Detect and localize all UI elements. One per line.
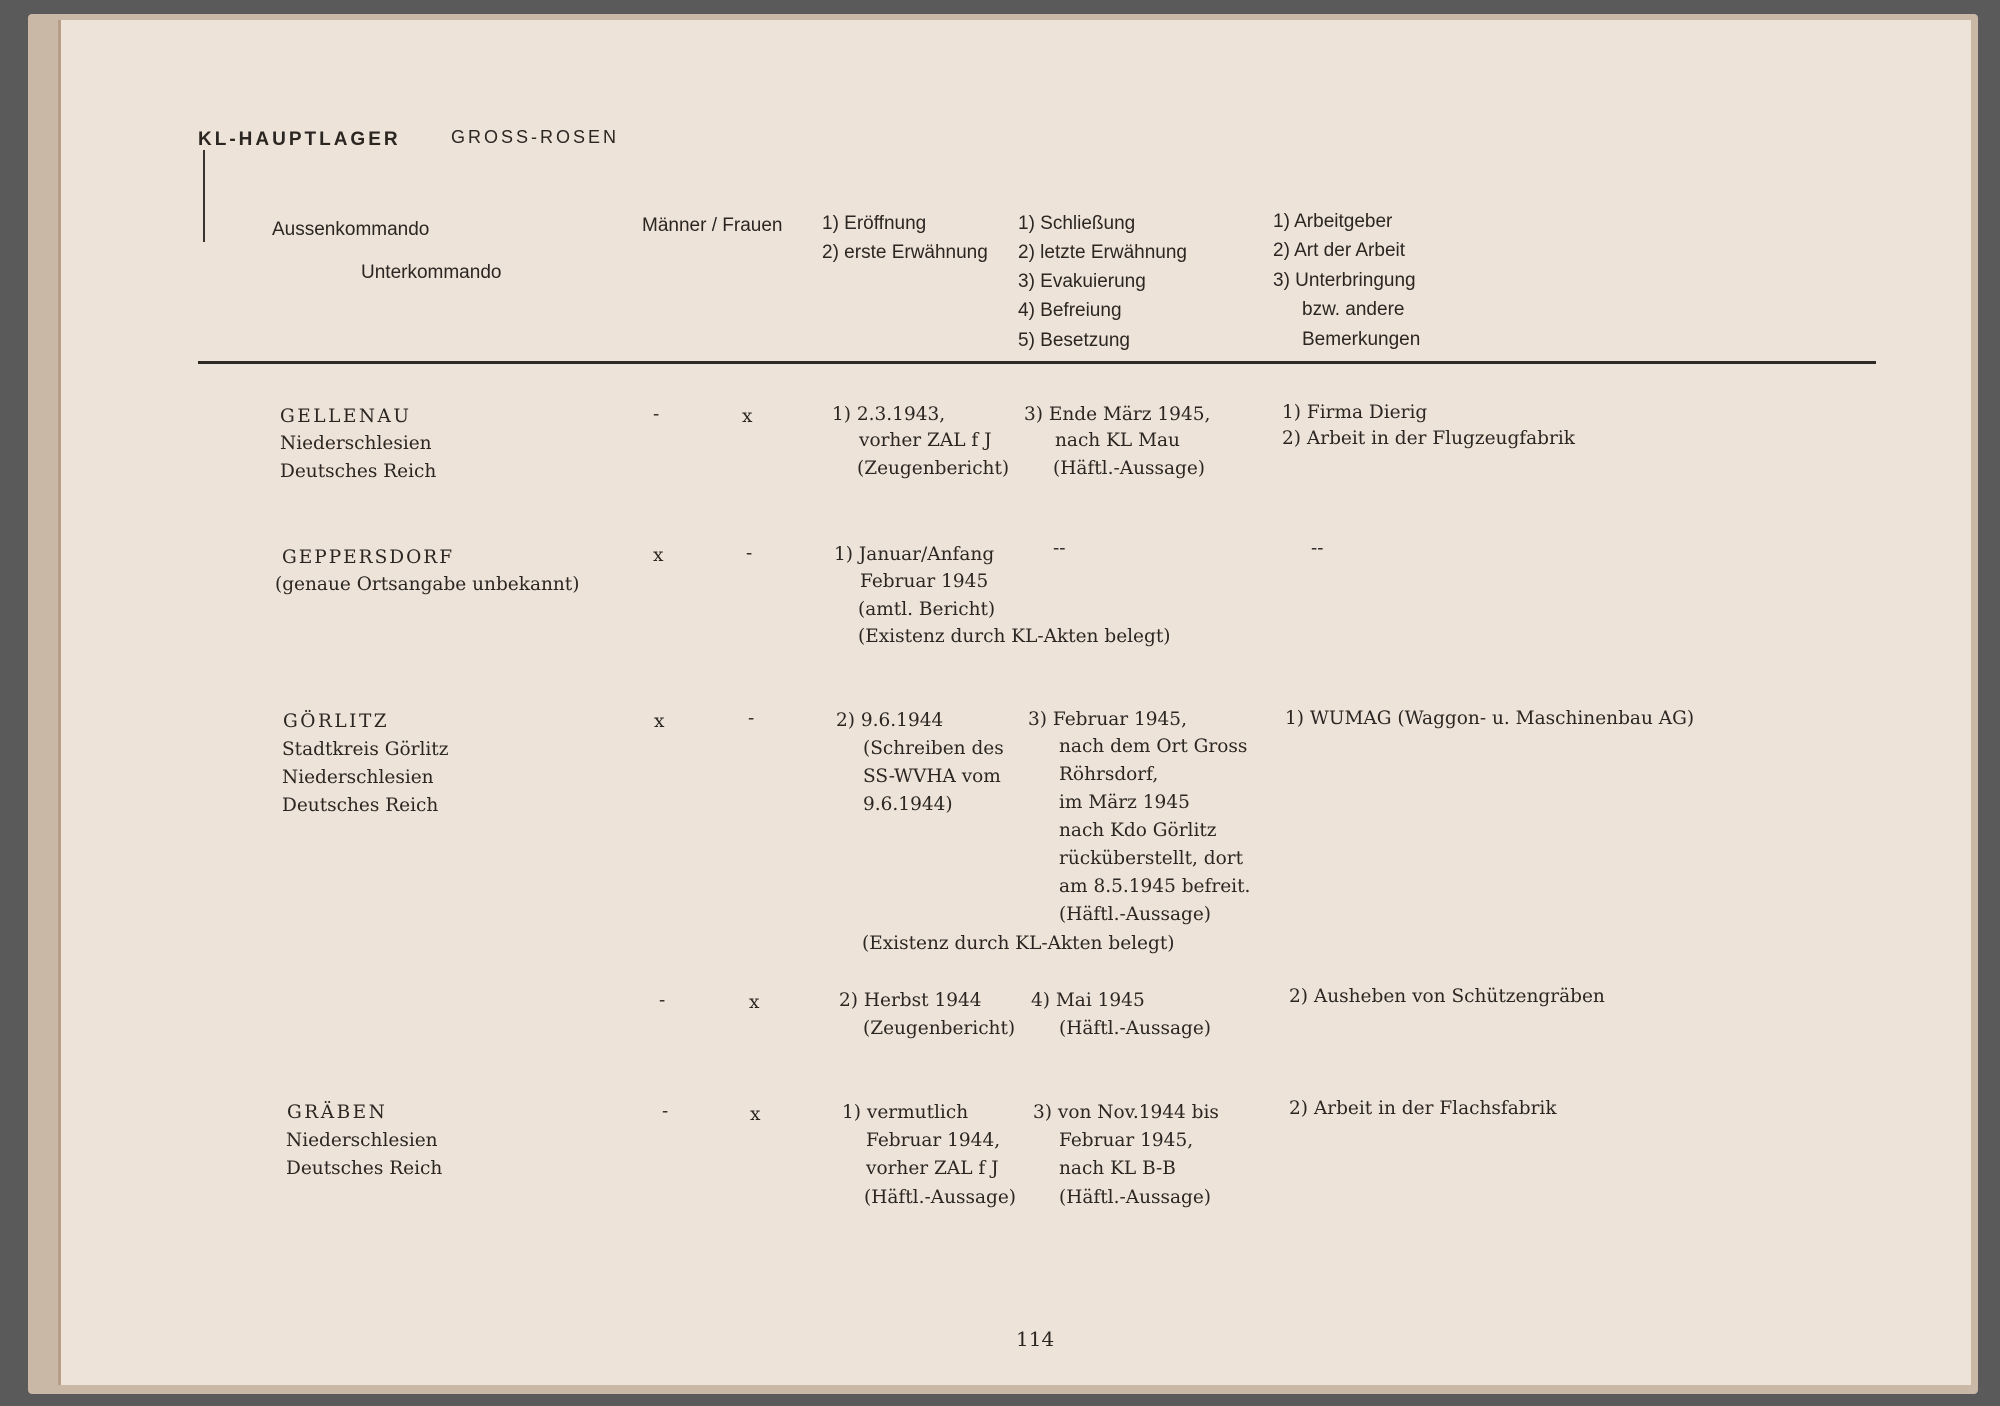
men-mark: x xyxy=(654,711,665,732)
col-closing-2: 2) letzte Erwähnung xyxy=(1018,242,1187,263)
entry-place: Niederschlesien xyxy=(286,1130,438,1151)
closing-line: Röhrsdorf, xyxy=(1059,764,1159,785)
opening-line: 9.6.1944) xyxy=(863,794,953,815)
closing-line: nach KL B-B xyxy=(1059,1158,1176,1179)
closing-line: (Häftl.-Aussage) xyxy=(1059,1018,1212,1039)
opening-line: Februar 1944, xyxy=(866,1130,1001,1151)
col-remarks-3: 3) Unterbringung xyxy=(1273,270,1416,291)
men-mark: - xyxy=(662,1101,669,1122)
col-remarks-5: Bemerkungen xyxy=(1302,329,1421,350)
remarks-line: 2) Ausheben von Schützengräben xyxy=(1289,986,1605,1007)
col-gender: Männer / Frauen xyxy=(642,215,783,236)
remarks-line: 1) Firma Dierig xyxy=(1282,402,1428,423)
entry-place: (genaue Ortsangabe unbekannt) xyxy=(275,574,580,595)
entry-place: Deutsches Reich xyxy=(280,461,437,482)
opening-line: (Schreiben des xyxy=(863,738,1004,759)
closing-line: nach KL Mau xyxy=(1055,430,1180,451)
opening-line: 2) 9.6.1944 xyxy=(836,710,944,731)
opening-line: 1) Januar/Anfang xyxy=(834,544,995,565)
entry-place: Niederschlesien xyxy=(282,767,434,788)
remarks-line: 1) WUMAG (Waggon- u. Maschinenbau AG) xyxy=(1285,708,1695,729)
closing-line: 3) Februar 1945, xyxy=(1028,709,1187,730)
opening-line: (Zeugenbericht) xyxy=(857,458,1010,479)
col-remarks-1: 1) Arbeitgeber xyxy=(1273,211,1393,232)
women-mark: - xyxy=(746,543,753,564)
closing-line: nach dem Ort Gross xyxy=(1059,736,1248,757)
closing-line: (Häftl.-Aussage) xyxy=(1053,458,1206,479)
entry-name: GRÄBEN xyxy=(287,1102,388,1123)
women-mark: x xyxy=(750,1104,761,1125)
opening-line: 2) Herbst 1944 xyxy=(839,990,982,1011)
remarks-line: -- xyxy=(1311,538,1324,559)
closing-line: Februar 1945, xyxy=(1059,1130,1194,1151)
closing-line: (Häftl.-Aussage) xyxy=(1059,904,1212,925)
col-closing-3: 3) Evakuierung xyxy=(1018,271,1146,292)
col-remarks-4: bzw. andere xyxy=(1302,299,1405,320)
col-dates-2: 2) erste Erwähnung xyxy=(822,242,988,263)
women-mark: x xyxy=(749,992,760,1013)
col-aussenkommando: Aussenkommando xyxy=(272,219,430,240)
opening-line: 1) 2.3.1943, xyxy=(832,404,946,425)
entry-name: GÖRLITZ xyxy=(283,711,390,732)
header-rule xyxy=(198,361,1876,364)
opening-line: 1) vermutlich xyxy=(842,1102,969,1123)
closing-line: 3) von Nov.1944 bis xyxy=(1033,1102,1219,1123)
closing-line: 4) Mai 1945 xyxy=(1031,990,1145,1011)
opening-line: (Häftl.-Aussage) xyxy=(864,1187,1017,1208)
col-dates-1: 1) Eröffnung xyxy=(822,213,927,234)
men-mark: - xyxy=(653,404,660,425)
col-remarks-2: 2) Art der Arbeit xyxy=(1273,240,1406,261)
entry-place: Deutsches Reich xyxy=(286,1158,443,1179)
closing-line: -- xyxy=(1053,538,1066,559)
entry-place: Deutsches Reich xyxy=(282,795,439,816)
remarks-line: 2) Arbeit in der Flugzeugfabrik xyxy=(1282,428,1575,449)
col-closing-4: 4) Befreiung xyxy=(1018,300,1122,321)
page-number: 114 xyxy=(1016,1327,1055,1351)
remarks-line: 2) Arbeit in der Flachsfabrik xyxy=(1289,1098,1557,1119)
col-closing-1: 1) Schließung xyxy=(1018,213,1136,234)
opening-line: (Existenz durch KL-Akten belegt) xyxy=(858,626,1171,647)
opening-line: vorher ZAL f J xyxy=(866,1158,999,1179)
women-mark: - xyxy=(748,708,755,729)
section-title: KL-HAUPTLAGER xyxy=(198,129,401,150)
closing-line: 3) Ende März 1945, xyxy=(1024,404,1211,425)
entry-place: Niederschlesien xyxy=(280,433,432,454)
closing-line: (Häftl.-Aussage) xyxy=(1059,1187,1212,1208)
closing-line: nach Kdo Görlitz xyxy=(1059,820,1217,841)
opening-line: Februar 1945 xyxy=(860,571,989,592)
men-mark: - xyxy=(659,990,666,1011)
col-unterkommando: Unterkommando xyxy=(361,262,502,283)
entry-name: GEPPERSDORF xyxy=(282,547,455,568)
col-closing-5: 5) Besetzung xyxy=(1018,330,1130,351)
margin-mark xyxy=(203,150,205,242)
men-mark: x xyxy=(653,545,664,566)
closing-line: im März 1945 xyxy=(1059,792,1190,813)
closing-line: rücküberstellt, dort xyxy=(1059,848,1244,869)
closing-line: am 8.5.1945 befreit. xyxy=(1059,876,1251,897)
camp-title: GROSS-ROSEN xyxy=(451,127,620,147)
entry-place: Stadtkreis Görlitz xyxy=(282,739,449,760)
opening-line: (Zeugenbericht) xyxy=(863,1018,1016,1039)
opening-line: SS-WVHA vom xyxy=(863,766,1001,787)
opening-line: (amtl. Bericht) xyxy=(858,599,996,620)
entry-name: GELLENAU xyxy=(280,406,412,427)
opening-line: vorher ZAL f J xyxy=(859,430,992,451)
existence-note: (Existenz durch KL-Akten belegt) xyxy=(862,933,1175,954)
women-mark: x xyxy=(742,406,753,427)
